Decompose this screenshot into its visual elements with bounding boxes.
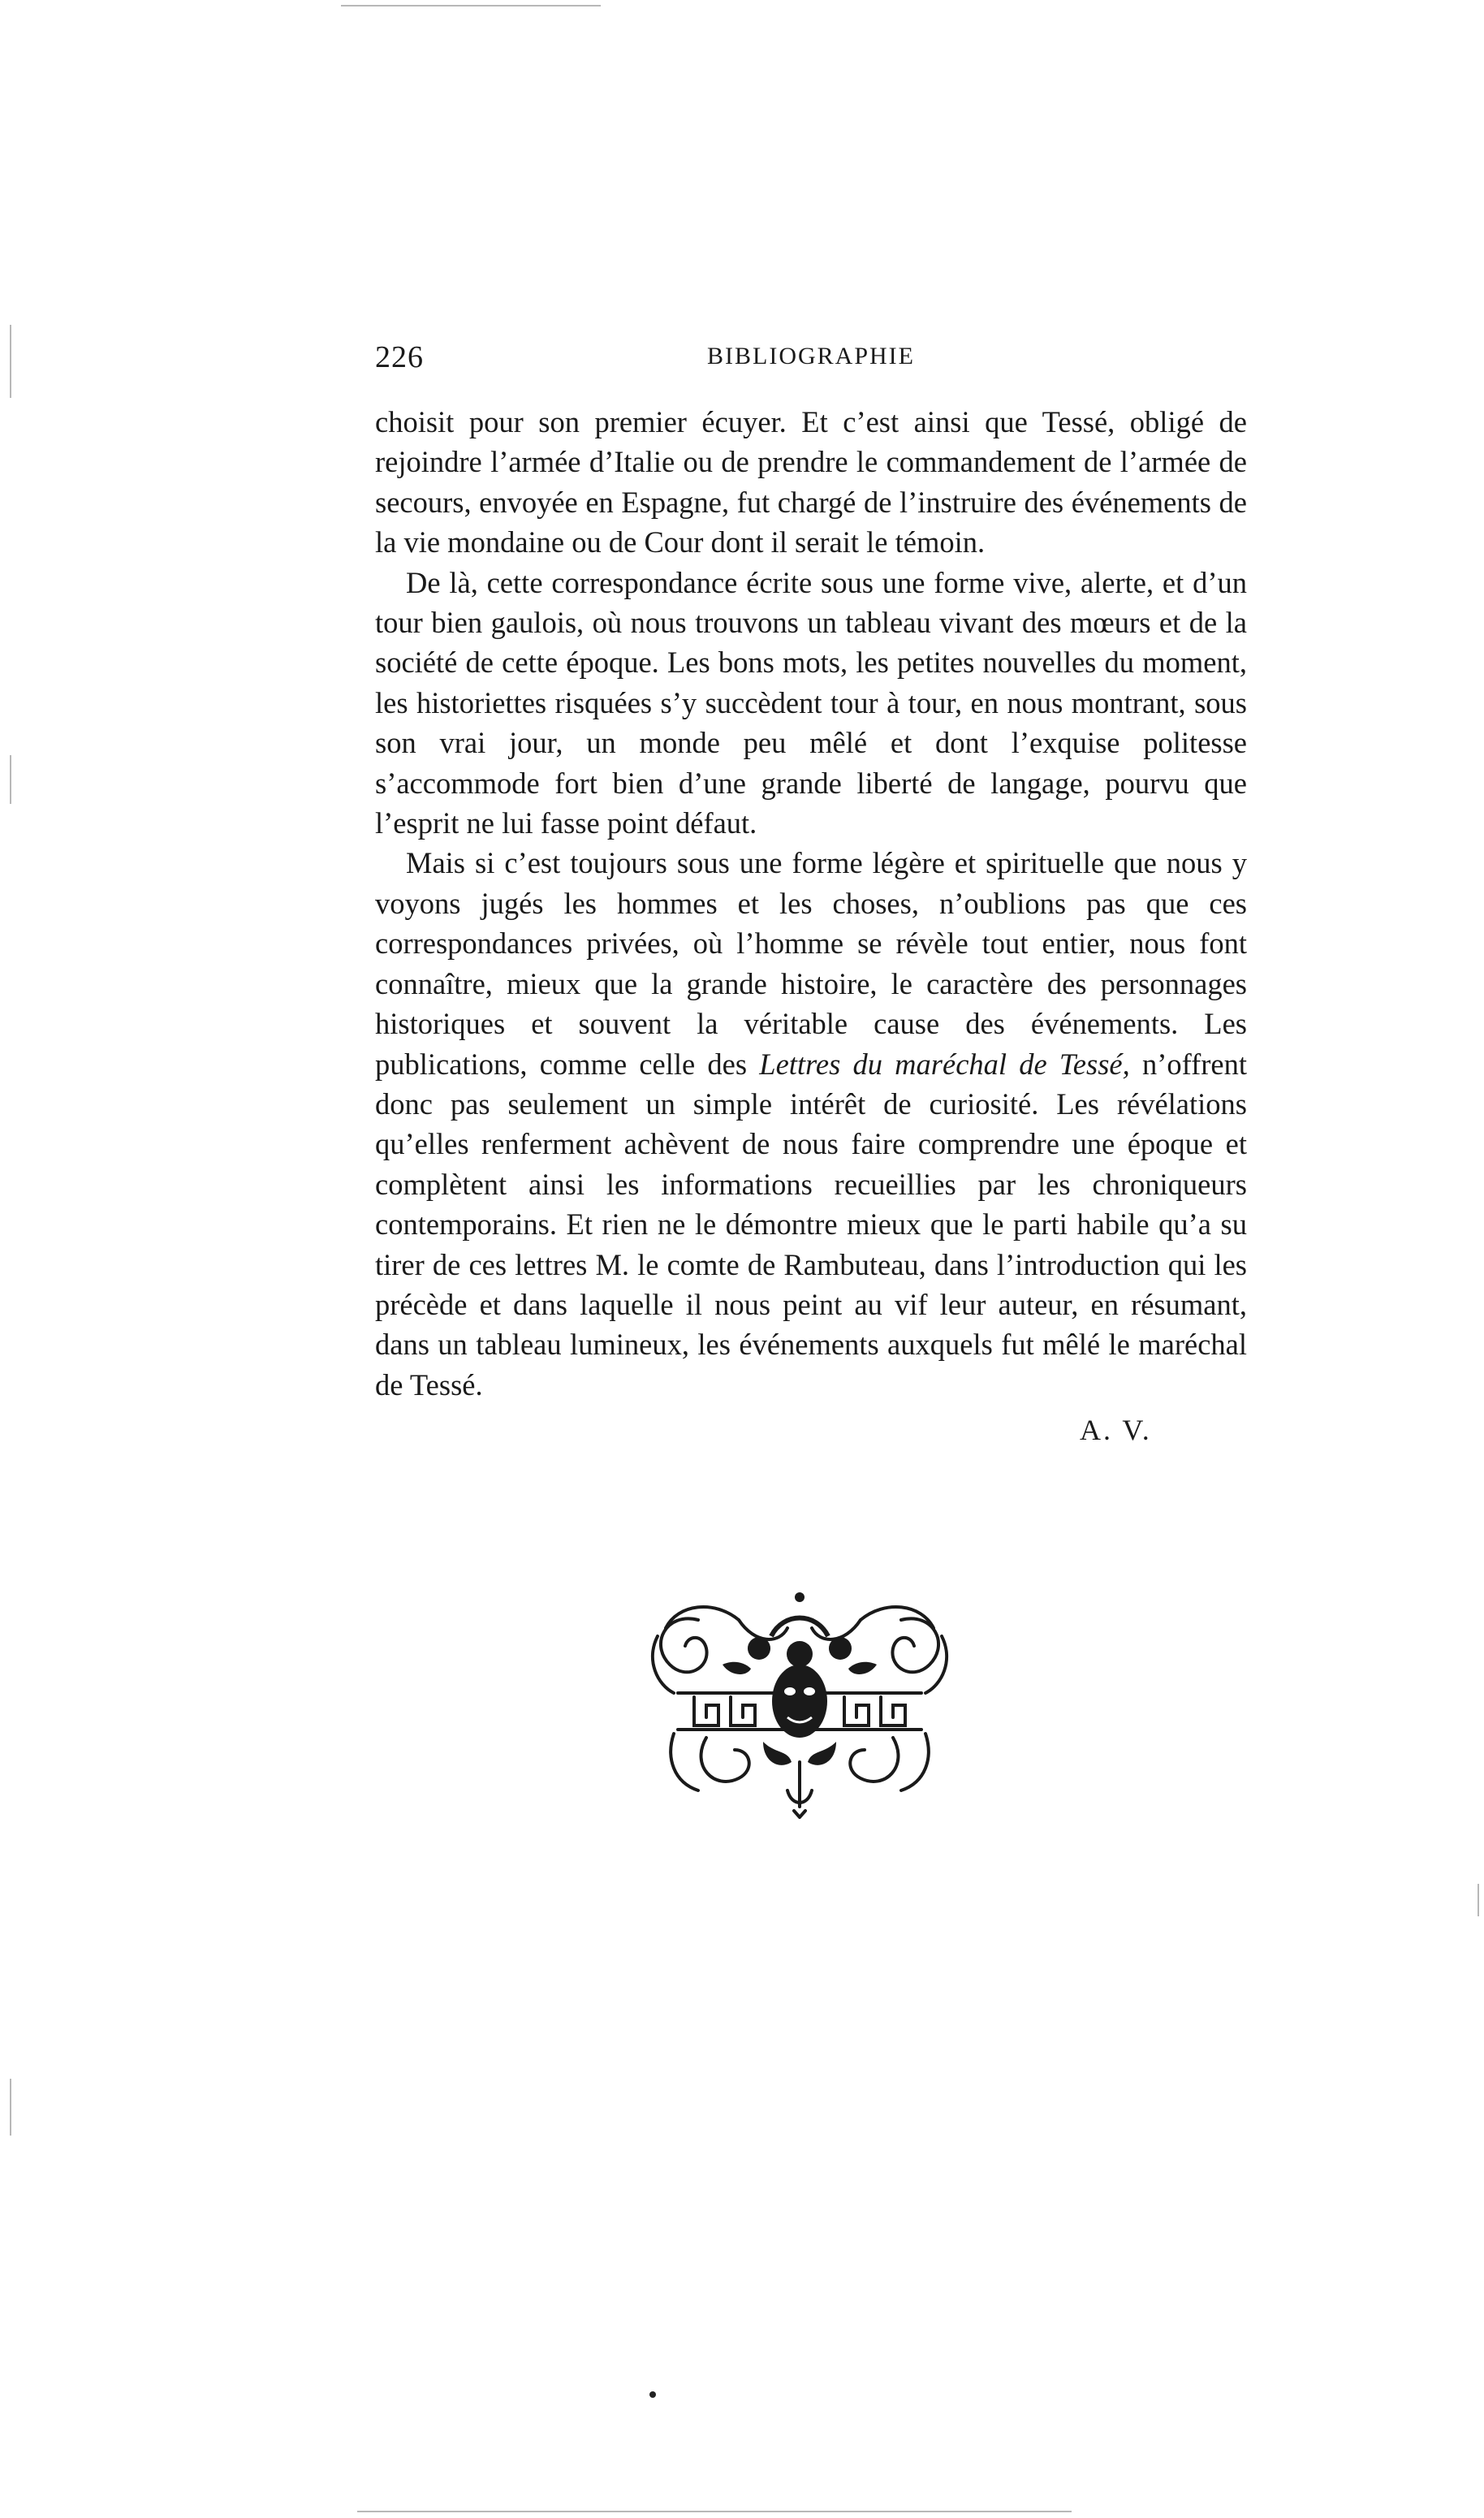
- running-title: BIBLIOGRAPHIE: [707, 343, 915, 369]
- author-signature: A. V.: [1080, 1414, 1152, 1446]
- stray-mark: [649, 2391, 656, 2398]
- scan-edge-left: [10, 325, 11, 398]
- scan-edge-top: [341, 5, 601, 6]
- scan-edge-left-2: [10, 755, 11, 804]
- running-head: [375, 339, 1247, 380]
- scan-edge-bottom: [357, 2511, 1072, 2512]
- paragraph-1: choisit pour son premier écuyer. Et c’est ainsi que Tessé, obligé de rejoindre l’armée d’Italie ou de prendre le commandement de l’armée de secours, envoyée en Espagne, fut chargé de l’instruire des événements de la vie mondaine ou de Cour dont il serait le témoin.: [375, 405, 1247, 559]
- body-text: [375, 402, 1247, 1405]
- fleuron-ornament-icon: [641, 1587, 958, 1819]
- book-title-italic: Lettres du maréchal de Tessé,: [759, 1047, 1130, 1081]
- paragraph-3: [375, 843, 1247, 1405]
- paragraph-3-text-a: Mais si c’est toujours sous une forme légère et spirituelle que nous y voyons jugés les hommes et les choses, n’oublions pas que ces correspondances privées, où l’homme se révèle tout entier, nous font connaître, mieux que la grande histoire, le caractère des personnages historiques et souvent la véritable cause des événements. Les publications, comme celle des: [375, 846, 1247, 1081]
- scan-edge-left-3: [10, 2079, 11, 2136]
- page-number: 226: [375, 340, 424, 374]
- scan-edge-right: [1478, 1884, 1479, 1916]
- paragraph-2: De là, cette correspondance écrite sous une forme vive, alerte, et d’un tour bien gaulois, où nous trouvons un tableau vivant des mœurs et de la société de cette époque. Les bons mots, les petites nouvelles du moment, les historiettes risquées s’y succèdent tour à tour, en nous montrant, sous son vrai jour, un monde peu mêlé et dont l’exquise politesse s’accommode fort bien d’une grande liberté de langage, pourvu que l’esprit ne lui fasse point défaut.: [375, 565, 1247, 840]
- paragraph-3-text-b: n’offrent donc pas seulement un simple intérêt de curiosité. Les révélations qu’elles renferment achèvent de nous faire comprendre une époque et complètent ainsi les informations recueillies par les chroniqueurs contemporains. Et rien ne le démontre mieux que le parti habile qu’a su tirer de ces lettres M. le comte de Rambuteau, dans l’introduction qui les précède et dans laquelle il nous peint au vif leur auteur, en résumant, dans un tableau lumineux, les événements auxquels fut mêlé le maréchal de Tessé.: [375, 1047, 1247, 1402]
